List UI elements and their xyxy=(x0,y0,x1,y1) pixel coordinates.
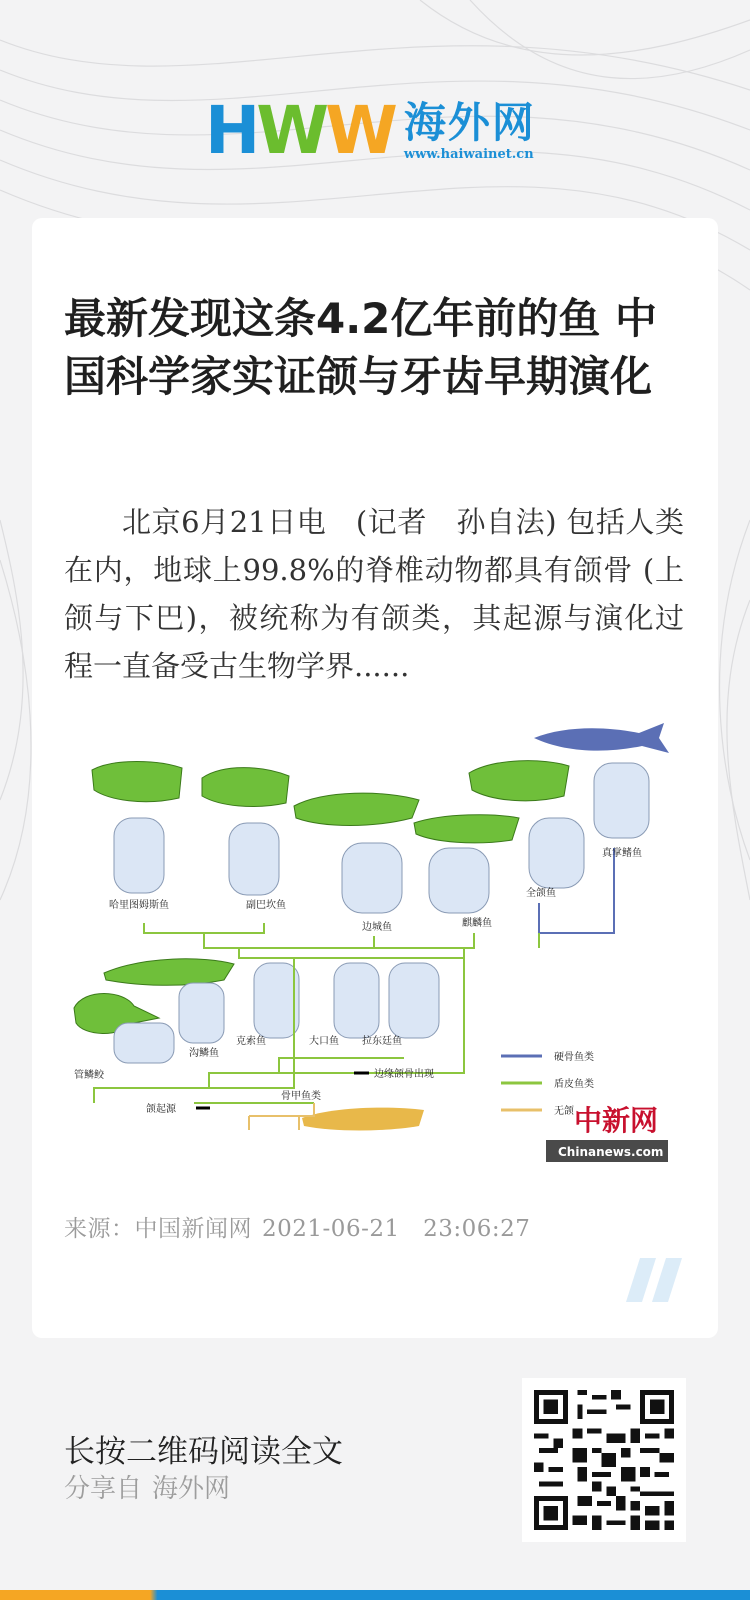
label-halitumusi: 哈里图姆斯鱼 xyxy=(109,900,169,911)
logo-hww-letters xyxy=(205,92,394,169)
qr-code-icon xyxy=(534,1390,674,1530)
annotation-marginal-bone: 边缘颌骨出现 xyxy=(374,1069,434,1080)
legend-label-2: 无颌 xyxy=(554,1106,574,1117)
watermark-en: Chinanews.com xyxy=(558,1145,664,1159)
jaw-fubakan xyxy=(229,823,279,895)
fish-green-2 xyxy=(202,768,289,807)
fish-green-6 xyxy=(104,959,234,985)
annotation-jaw-origin: 颌起源 xyxy=(146,1104,176,1115)
decorative-slashes-icon xyxy=(626,1258,684,1302)
logo-url: www.haiwainet.cn xyxy=(403,146,534,162)
logo-brand-name: 海外网 xyxy=(403,97,536,147)
haiwainet-logo xyxy=(205,92,536,169)
source-label: 来源：中国新闻网 xyxy=(64,1216,252,1242)
footer-cta-text: 长按二维码阅读全文 xyxy=(64,1434,343,1470)
article-card xyxy=(32,218,718,1338)
jaw-halitumusi xyxy=(114,818,164,893)
article-summary: 北京6月21日电 (记者 孙自法) 包括人类在内，地球上99.8%的脊椎动物都具有颌骨 (上颌与下巴)，被统称为有颌类，其起源与演化过程一直备受古生物学界...... xyxy=(64,505,684,683)
fish-yellow-bottom xyxy=(302,1108,424,1131)
bottom-accent-bar xyxy=(0,1590,750,1600)
label-gujia: 骨甲鱼类 xyxy=(281,1091,321,1102)
share-prefix: 分享自 xyxy=(64,1474,143,1504)
logo-letter-w1: W xyxy=(256,92,326,169)
jaw-zhenzhangqi xyxy=(594,763,649,838)
fish-green-4 xyxy=(414,815,519,843)
fish-green-3 xyxy=(294,793,419,825)
fish-green-5 xyxy=(469,761,569,801)
share-footer xyxy=(0,1340,750,1600)
article-source-line xyxy=(64,1210,530,1243)
fish-green-1 xyxy=(92,762,182,802)
article-title: 最新发现这条4.2亿年前的鱼 中国科学家实证颌与牙齿早期演化 xyxy=(64,294,658,401)
label-quanhe: 全颌鱼 xyxy=(526,888,556,899)
publish-datetime: 2021-06-21 23:06:27 xyxy=(262,1216,531,1242)
footer-share-line xyxy=(64,1468,230,1505)
label-fubakan: 副巴坎鱼 xyxy=(246,900,286,911)
label-guanlinjiao: 管鳞鲛 xyxy=(74,1070,104,1081)
share-site-name: 海外网 xyxy=(152,1474,231,1504)
jaw-ladongting xyxy=(389,963,439,1038)
watermark-cn: 中新网 xyxy=(574,1104,659,1137)
label-biancheng: 边城鱼 xyxy=(362,922,392,933)
logo-text-block xyxy=(403,97,536,162)
label-qilin: 麒麟鱼 xyxy=(462,918,492,929)
fish-blue-top-right xyxy=(534,723,669,753)
article-figure-phylogeny xyxy=(64,718,674,1168)
jaw-dakou xyxy=(334,963,379,1038)
label-ladongting: 拉东廷鱼 xyxy=(362,1036,402,1047)
jaw-kesuo xyxy=(254,963,299,1038)
qr-code[interactable] xyxy=(522,1378,686,1542)
label-dakou: 大口鱼 xyxy=(309,1036,339,1047)
logo-letter-h: H xyxy=(205,92,257,169)
legend-label-1: 盾皮鱼类 xyxy=(554,1079,594,1090)
jaw-quanhe xyxy=(529,818,584,888)
label-goulin: 沟鳞鱼 xyxy=(189,1048,219,1059)
label-kesuo: 克索鱼 xyxy=(236,1036,266,1047)
jaw-guanlinjiao xyxy=(114,1023,174,1063)
label-zhenzhangqi: 真掌鳍鱼 xyxy=(602,848,642,859)
jaw-goulin xyxy=(179,983,224,1043)
logo-letter-w2: W xyxy=(325,92,394,169)
jaw-qilin xyxy=(429,848,489,913)
legend-label-0: 硬骨鱼类 xyxy=(554,1052,594,1063)
jaw-biancheng xyxy=(342,843,402,913)
